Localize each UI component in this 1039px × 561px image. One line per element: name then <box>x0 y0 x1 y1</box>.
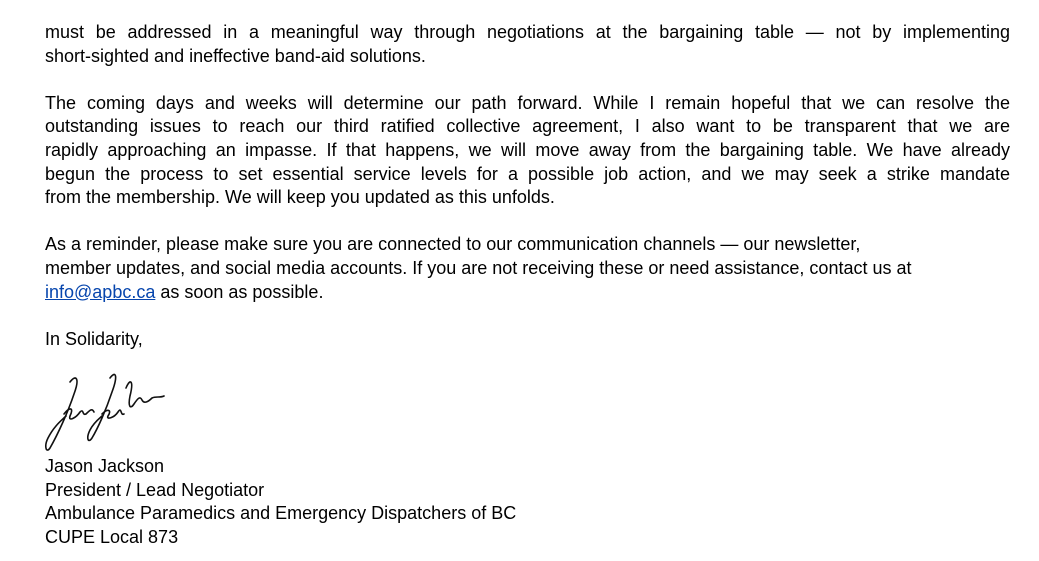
paragraph-line: short-sighted and ineffective band-aid solutions. <box>45 45 426 66</box>
paragraph-line: from the membership. We will keep you updated as this unfolds. <box>45 187 555 208</box>
handwritten-signature <box>40 368 170 458</box>
paragraph-path-forward <box>45 92 1010 210</box>
paragraph-line: rapidly approaching an impasse. If that happens, we will move away from the bargaining table. We have already <box>45 139 1010 160</box>
paragraph-line: As a reminder, please make sure you are connected to our communication channels — our newsletter, <box>45 234 861 255</box>
paragraph-reminder <box>45 233 1010 304</box>
signatory-title: President / Lead Negotiator <box>45 479 265 500</box>
paragraph-line: begun the process to set essential service levels for a possible job action, and we may seek a strike mandate <box>45 163 1010 184</box>
paragraph-line: must be addressed in a meaningful way through negotiations at the bargaining table — not by implementing <box>45 22 1010 42</box>
paragraph-line: The coming days and weeks will determine our path forward. While I remain hopeful that we can resolve the <box>45 92 1010 113</box>
paragraph-line: outstanding issues to reach our third ratified collective agreement, I also want to be transparent that we are <box>45 116 1010 137</box>
signature-block <box>45 455 516 549</box>
closing-salutation: In Solidarity, <box>45 329 143 349</box>
signatory-name: Jason Jackson <box>45 456 165 476</box>
paragraph-line: member updates, and social media accounts. If you are not receiving these or need assistance, contact us at <box>45 257 912 278</box>
paragraph-line-suffix: as soon as possible. <box>155 281 324 302</box>
signatory-organization: Ambulance Paramedics and Emergency Dispatchers of BC <box>45 503 517 524</box>
signatory-local: CUPE Local 873 <box>45 526 179 547</box>
paragraph-line <box>45 281 1010 305</box>
email-link[interactable]: info@apbc.ca <box>45 281 156 302</box>
paragraph-negotiations <box>45 21 1010 68</box>
letter-body <box>45 21 1010 304</box>
